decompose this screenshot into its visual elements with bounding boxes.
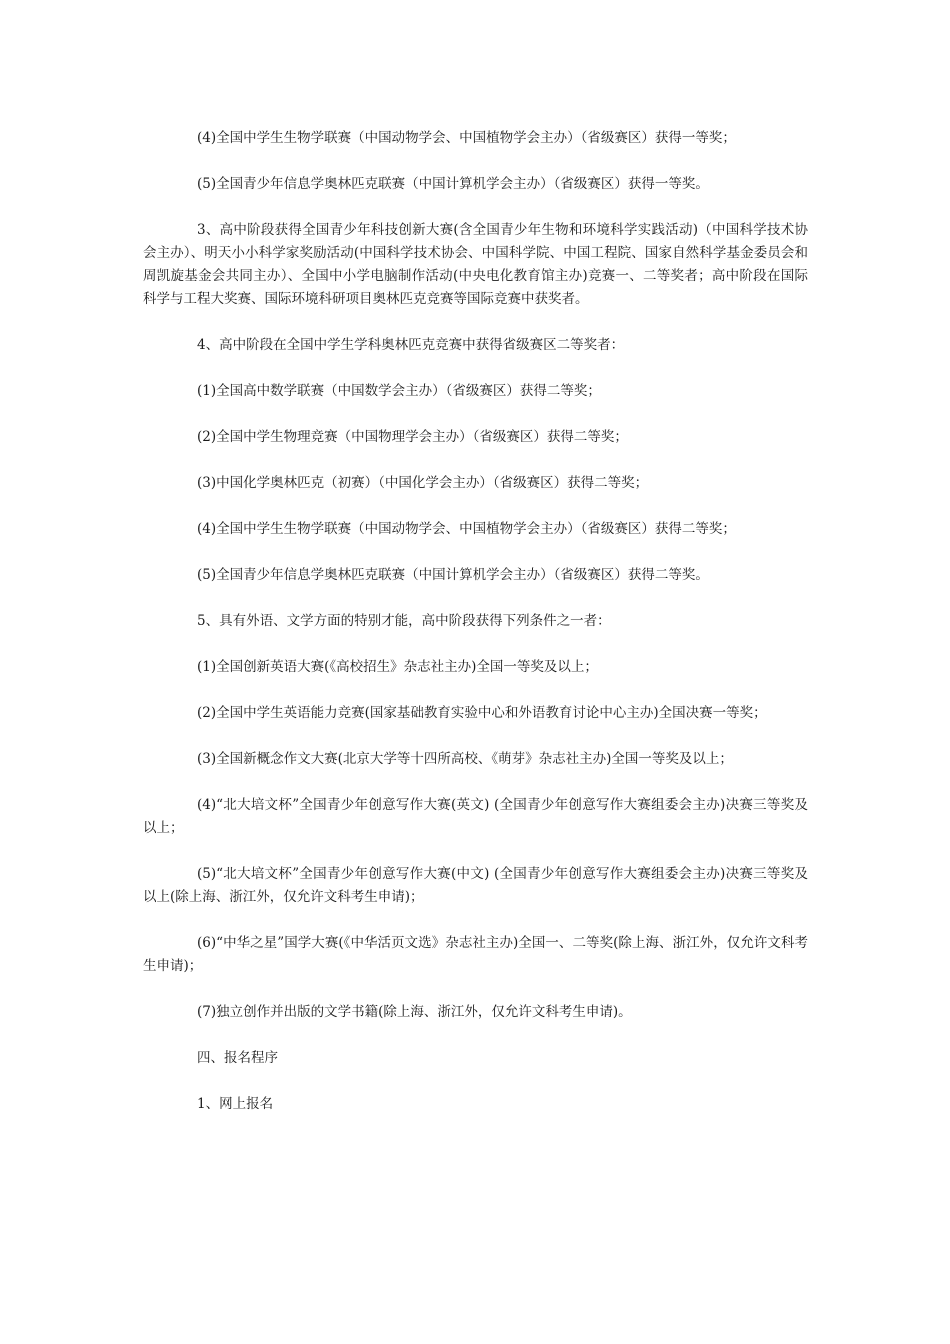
paragraph-section-4-olympiad-second-prize: 4、高中阶段在全国中学生学科奥林匹克竞赛中获得省级赛区二等奖者： <box>197 337 625 353</box>
paragraph-item-english-innovation: (1)全国创新英语大赛(《高校招生》杂志社主办)全国一等奖及以上； <box>197 659 598 675</box>
paragraph-item-chinese-classics: (6)“中华之星”国学大赛(《中华活页文选》杂志社主办)全国一、二等奖(除上海、浙江外，仅允许文科考生申请)； <box>143 935 808 974</box>
paragraph-item-english-ability: (2)全国中学生英语能力竞赛(国家基础教育实验中心和外语教育讨论中心主办)全国决赛一等奖； <box>197 705 767 721</box>
paragraph-item-creative-writing-chinese: (5)“北大培文杯”全国青少年创意写作大赛(中文) (全国青少年创意写作大赛组委会主办)决赛三等奖及以上(除上海、浙江外，仅允许文科考生申请)； <box>143 866 808 905</box>
paragraph-item-math-second-prize: (1)全国高中数学联赛（中国数学会主办）（省级赛区）获得二等奖； <box>197 383 601 399</box>
paragraph-section-3-science-innovation: 3、高中阶段获得全国青少年科技创新大赛(含全国青少年生物和环境科学实践活动)（中国科学技术协会主办）、明天小小科学家奖励活动(中国科学技术协会、中国科学院、中国工程院、国家自然科学基金委员会和周凯旋基金会共同主办）、全国中小学电脑制作活动(中央电化教育馆主办)竞赛一、二等奖者；高中阶段在国际科学与工程大奖赛、国际环境科研项目奥林匹克竞赛等国际竞赛中获奖者。 <box>143 222 808 307</box>
paragraph-item-new-concept-essay: (3)全国新概念作文大赛(北京大学等十四所高校、《萌芽》杂志社主办)全国一等奖及以上； <box>197 751 733 767</box>
section-heading-registration: 四、报名程序 <box>197 1050 278 1066</box>
paragraph-item-chemistry-second-prize: (3)中国化学奥林匹克（初赛）（中国化学会主办）（省级赛区）获得二等奖； <box>197 475 649 491</box>
paragraph-online-registration: 1、网上报名 <box>197 1096 274 1112</box>
paragraph-section-5-language-literature: 5、具有外语、文学方面的特别才能，高中阶段获得下列条件之一者： <box>197 613 611 629</box>
paragraph-item-creative-writing-english: (4)“北大培文杯”全国青少年创意写作大赛(英文) (全国青少年创意写作大赛组委会主办)决赛三等奖及以上； <box>143 797 808 836</box>
paragraph-item-informatics-second-prize: (5)全国青少年信息学奥林匹克联赛（中国计算机学会主办）（省级赛区）获得二等奖。 <box>197 567 709 583</box>
paragraph-item-published-books: (7)独立创作并出版的文学书籍(除上海、浙江外，仅允许文科考生申请)。 <box>197 1004 632 1020</box>
document-body <box>143 127 808 1139</box>
paragraph-item-informatics-first-prize: (5)全国青少年信息学奥林匹克联赛（中国计算机学会主办）（省级赛区）获得一等奖。 <box>197 176 709 192</box>
paragraph-item-physics-second-prize: (2)全国中学生物理竞赛（中国物理学会主办）（省级赛区）获得二等奖； <box>197 429 628 445</box>
paragraph-item-biology-first-prize: (4)全国中学生生物学联赛（中国动物学会、中国植物学会主办）（省级赛区）获得一等奖； <box>197 130 736 146</box>
paragraph-item-biology-second-prize: (4)全国中学生生物学联赛（中国动物学会、中国植物学会主办）（省级赛区）获得二等奖； <box>197 521 736 537</box>
